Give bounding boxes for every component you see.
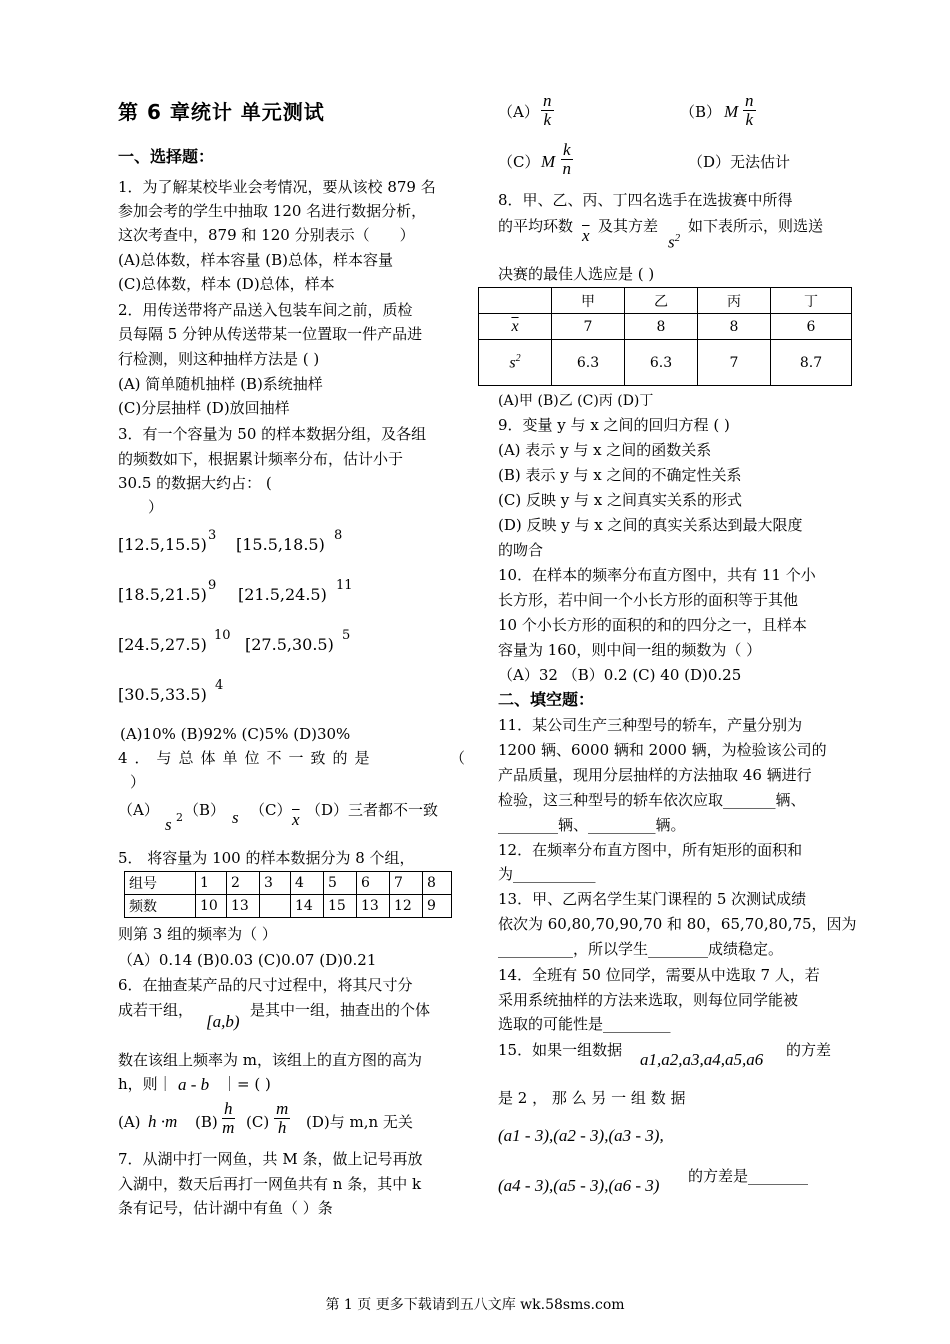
q3-group-count: 3 (208, 528, 217, 543)
q14-line: 选取的可能性是_________ (498, 1015, 671, 1033)
table-row (479, 314, 852, 340)
q3-group: [21.5,24.5) (238, 585, 327, 604)
q8-variance-symbol: $s^2$ (668, 232, 681, 252)
q4-option-a: （A） (118, 801, 159, 819)
q4-option-b: （B） (184, 801, 226, 819)
q6-line: 6．在抽查某产品的尺寸过程中，将其尺寸分 (118, 976, 413, 994)
page-footer: 第 1 页 更多下载请到五八文库 wk.58sms.com (325, 1297, 625, 1313)
table-cell: 6.3 (625, 340, 698, 386)
q3-group: [18.5,21.5) (118, 585, 207, 604)
fraction-numerator: n (745, 91, 754, 110)
q11-line: 产品质量，现用分层抽样的方法抽取 46 辆进行 (498, 766, 812, 784)
q1-option: (C)总体数，样本 (D)总体，样本 (118, 275, 335, 293)
q9-option: (A) 表示 y 与 x 之间的函数关系 (498, 441, 712, 459)
q11-line: 1200 辆、6000 辆和 2000 辆，为检验该公司的 (498, 741, 827, 759)
table-cell: 3 (260, 872, 291, 895)
q7-option-c-var: M (541, 152, 556, 171)
table-cell: 甲 (552, 288, 625, 314)
q15-line: 的方差是________ (688, 1167, 809, 1185)
q3-group: [15.5,18.5) (236, 535, 325, 554)
q6-line: 成若干组， (118, 1001, 194, 1019)
table-cell: 8.7 (771, 340, 852, 386)
fraction-numerator: n (543, 91, 552, 110)
q5-table (124, 871, 452, 918)
q3-group-count: 10 (214, 628, 231, 643)
q13-line: 依次为 60,80,70,90,70 和 80，65,70,80,75，因为 (498, 915, 857, 933)
q1-option: (A)总体数，样本容量 (B)总体，样本容量 (118, 251, 394, 269)
q6-line: 数在该组上频率为 m，该组上的直方图的高为 (118, 1051, 422, 1069)
q14-line: 14．全班有 50 位同学，需要从中选取 7 人，若 (498, 966, 820, 984)
q3-group-count: 8 (334, 528, 343, 543)
q9-option: 的吻合 (498, 541, 544, 559)
q5-line: 5． 将容量为 100 的样本数据分为 8 个组， (118, 849, 415, 867)
table-cell: 10 (196, 895, 227, 918)
page-title: 第 6 章统计 单元测试 (118, 100, 325, 124)
section-fill-heading: 二、填空题： (498, 690, 595, 709)
table-row (479, 288, 852, 314)
q3-line: 的频数如下，根据累计频率分布，估计小于 (118, 450, 404, 468)
q8-table (478, 287, 852, 386)
fraction-denominator: k (745, 110, 754, 129)
q12-line: 为___________ (498, 865, 596, 883)
q2-line: 2．用传送带将产品送入包装车间之前，质检 (118, 301, 413, 319)
table-cell: $s^2$ (479, 340, 552, 386)
table-cell: 7 (390, 872, 423, 895)
q6-option-a: (A) (118, 1113, 141, 1131)
q10-options: （A）32 （B）0.2 (C) 40 (D)0.25 (498, 666, 742, 684)
q10-line: 容量为 160，则中间一组的频数为（ ） (498, 641, 762, 659)
q4-option-c: （C） (250, 801, 292, 819)
q8-line: 及其方差 (598, 217, 659, 235)
table-cell (479, 288, 552, 314)
q6-option-a-expr: h ·m (148, 1112, 178, 1131)
q15-expression: (a1 - 3),(a2 - 3),(a3 - 3), (498, 1126, 664, 1145)
q3-group-count: 4 (215, 678, 224, 693)
q2-option: (C)分层抽样 (D)放回抽样 (118, 399, 290, 417)
q8-line: 8．甲、乙、丙、丁四名选手在选拔赛中所得 (498, 191, 793, 209)
table-cell: 2 (227, 872, 260, 895)
fraction-denominator: h (277, 1118, 287, 1137)
table-cell: 8 (698, 314, 771, 340)
q1-line: 参加会考的学生中抽取 120 名进行数据分析， (118, 202, 427, 220)
q3-group: [24.5,27.5) (118, 635, 207, 654)
q7-option-b-var: M (724, 102, 739, 121)
q3-line: 3．有一个容量为 50 的样本数据分组，及各组 (118, 425, 427, 443)
q15-line: 的方差 (786, 1041, 832, 1059)
q8-options: (A)甲 (B)乙 (C)丙 (D)丁 (498, 393, 654, 409)
q6-option-c: (C) (246, 1113, 270, 1131)
q9-option: (C) 反映 y 与 x 之间真实关系的形式 (498, 491, 742, 509)
q6-expression: a - b (178, 1075, 210, 1094)
q15-line: 是 2 ， 那 么 另 一 组 数 据 (498, 1089, 686, 1107)
table-cell: 14 (291, 895, 324, 918)
q7-option-b: （B） (680, 103, 722, 121)
q8-line: 的平均环数 (498, 217, 574, 235)
q14-line: 采用系统抽样的方法来选取，则每位同学能被 (498, 991, 799, 1009)
q15-sequence: a1,a2,a3,a4,a5,a6 (640, 1050, 764, 1069)
fraction-denominator: m (222, 1118, 235, 1137)
table-cell: 7 (698, 340, 771, 386)
table-cell: 8 (423, 872, 452, 895)
fraction-denominator: k (543, 110, 552, 129)
q6-line: ｜= ( ) (222, 1075, 271, 1093)
q6-line: 是其中一组，抽查出的个体 (250, 1001, 431, 1019)
q9-option: (D) 反映 y 与 x 之间的真实关系达到最大限度 (498, 516, 803, 534)
q4-line: （ (450, 749, 466, 767)
table-cell: 丁 (771, 288, 852, 314)
table-cell: 7 (552, 314, 625, 340)
q7-option-a: （A） (498, 103, 539, 121)
table-cell: 6.3 (552, 340, 625, 386)
q10-line: 10 个小长方形的面积的和的四分之一，且样本 (498, 616, 807, 634)
q7-line: 条有记号，估计湖中有鱼（ ）条 (118, 1199, 333, 1217)
q15-line: 15．如果一组数据 (498, 1041, 623, 1059)
table-row (125, 872, 452, 895)
table-row (125, 895, 452, 918)
q1-line: 这次考查中，879 和 120 分别表示（ ） (118, 226, 415, 244)
table-cell: 12 (390, 895, 423, 918)
q6-interval: [a,b) (206, 1012, 240, 1031)
q4-line: 4．与总体单位不一致的是 (118, 749, 377, 767)
q8-line: 如下表所示，则选送 (688, 217, 824, 235)
q5-options: （A）0.14 (B)0.03 (C)0.07 (D)0.21 (118, 951, 377, 969)
table-cell: 丙 (698, 288, 771, 314)
q8-line: 决赛的最佳人选应是 ( ) (498, 265, 655, 283)
section-choice-heading: 一、选择题： (118, 147, 215, 166)
q7-option-d: （D）无法估计 (688, 153, 791, 171)
q7-fraction (541, 92, 554, 129)
table-cell: 4 (291, 872, 324, 895)
table-cell: 13 (357, 895, 390, 918)
table-cell: 6 (771, 314, 852, 340)
q3-options: (A)10% (B)92% (C)5% (D)30% (120, 725, 351, 743)
q11-line: 检验，这三种型号的轿车依次应取_______辆、 (498, 791, 806, 809)
q6-option-d: (D)与 m,n 无关 (306, 1113, 413, 1131)
q13-line: 13．甲、乙两名学生某门课程的 5 次测试成绩 (498, 890, 807, 908)
q2-line: 行检测，则这种抽样方法是 ( ) (118, 350, 320, 368)
table-cell (260, 895, 291, 918)
table-cell: 1 (196, 872, 227, 895)
table-cell: 9 (423, 895, 452, 918)
q6-fraction (222, 1100, 235, 1137)
q3-group: [12.5,15.5) (118, 535, 207, 554)
q7-line: 7．从湖中打一网鱼，共 M 条，做上记号再放 (118, 1150, 423, 1168)
q2-option: (A) 简单随机抽样 (B)系统抽样 (118, 375, 323, 393)
table-cell: 频数 (125, 895, 196, 918)
table-cell: 乙 (625, 288, 698, 314)
table-cell: 15 (324, 895, 357, 918)
q3-line: 30.5 的数据大约占： ( (118, 474, 272, 492)
q1-line: 1．为了解某校毕业会考情况，要从该校 879 名 (118, 178, 436, 196)
q3-group-count: 11 (336, 578, 353, 593)
q4-symbol-sup: 2 (176, 811, 183, 824)
q12-line: 12．在频率分布直方图中，所有矩形的面积和 (498, 841, 803, 859)
q11-line: ________辆、_________辆。 (498, 816, 686, 834)
q9-line: 9．变量 y 与 x 之间的回归方程 ( ) (498, 416, 730, 434)
q15-expression: (a4 - 3),(a5 - 3),(a6 - 3) (498, 1176, 660, 1195)
fraction-denominator: n (562, 159, 572, 178)
q3-line: ） (148, 498, 164, 516)
fraction-numerator: k (563, 140, 571, 159)
q7-option-c: （C） (498, 153, 540, 171)
q13-line: __________，所以学生________成绩稳定。 (498, 940, 784, 958)
q7-line: 入湖中，数天后再打一网鱼共有 n 条，其中 k (118, 1175, 422, 1193)
q7-fraction (743, 92, 756, 129)
q6-fraction (274, 1100, 290, 1137)
q11-line: 11．某公司生产三种型号的轿车，产量分别为 (498, 716, 803, 734)
q4-option-d: （D）三者都不一致 (306, 801, 439, 819)
q4-line: ） (130, 773, 146, 791)
q5-line: 则第 3 组的频率为（ ） (118, 925, 277, 943)
q3-group-count: 5 (342, 628, 351, 643)
q3-group-count: 9 (208, 578, 217, 593)
table-cell: 6 (357, 872, 390, 895)
q10-line: 长方形，若中间一个小长方形的面积等于其他 (498, 591, 799, 609)
fraction-numerator: h (224, 1099, 233, 1118)
table-cell: 组号 (125, 872, 196, 895)
fraction-numerator: m (276, 1099, 289, 1118)
table-cell: 5 (324, 872, 357, 895)
q4-symbol: $\overline{x}$ (292, 810, 300, 829)
q6-line: h，则｜ (118, 1075, 173, 1093)
q2-line: 员每隔 5 分钟从传送带某一位置取一件产品进 (118, 325, 423, 343)
q3-group: [30.5,33.5) (118, 685, 207, 704)
q7-fraction (561, 141, 573, 178)
table-cell: $\overline{x}$ (479, 314, 552, 340)
q4-symbol: s (232, 808, 239, 827)
table-row (479, 340, 852, 386)
table-cell: 8 (625, 314, 698, 340)
q6-option-b: (B) (195, 1113, 218, 1131)
q10-line: 10．在样本的频率分布直方图中，共有 11 个小 (498, 566, 816, 584)
q8-mean-symbol: $\overline{x}$ (582, 226, 590, 245)
q4-symbol: s (165, 815, 172, 834)
table-cell: 13 (227, 895, 260, 918)
q3-group: [27.5,30.5) (245, 635, 334, 654)
q9-option: (B) 表示 y 与 x 之间的不确定性关系 (498, 466, 742, 484)
